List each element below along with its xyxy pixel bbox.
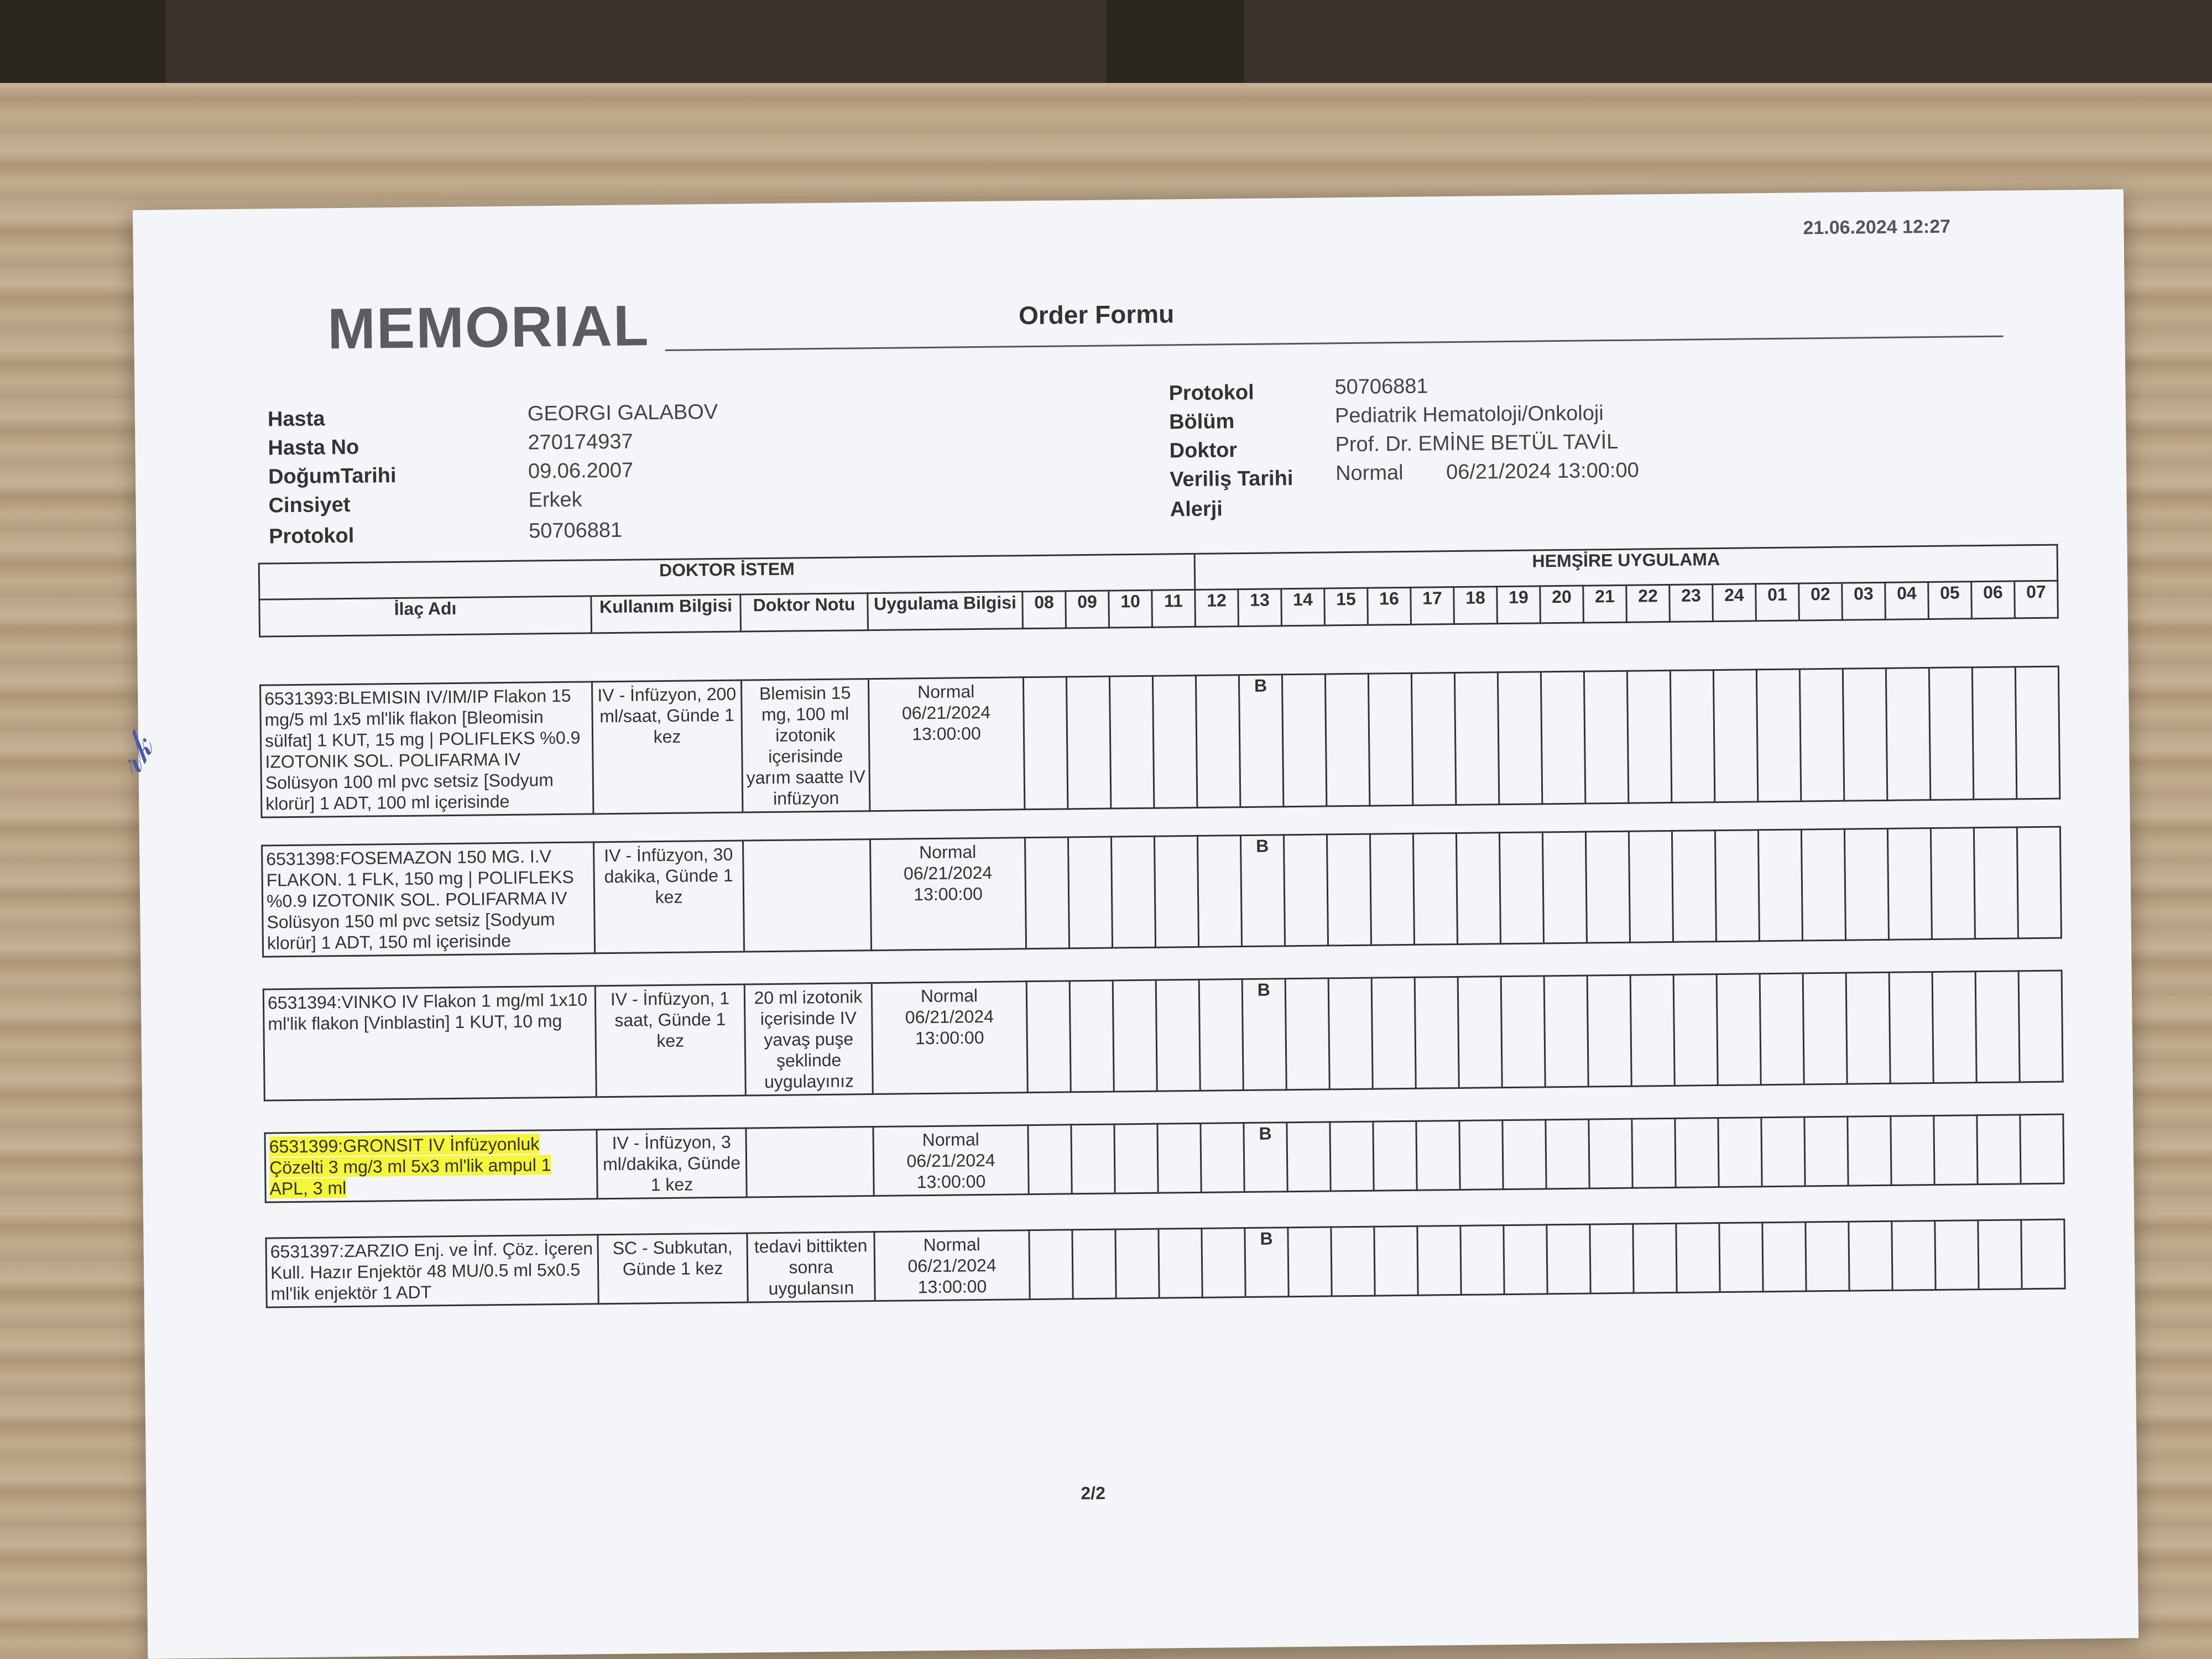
hour-cell[interactable] <box>1026 981 1071 1093</box>
hour-cell[interactable] <box>1288 1227 1332 1297</box>
protocol: 50706881 <box>1334 374 1428 399</box>
hour-header: 10 <box>1109 590 1152 628</box>
hour-cell[interactable] <box>1023 677 1067 810</box>
application-time: 13:00:00 <box>915 1027 984 1048</box>
doctor-order-section: DOKTOR İSTEM <box>259 554 1195 599</box>
hour-cell[interactable] <box>1584 671 1628 804</box>
hour-cell[interactable] <box>1415 977 1459 1088</box>
hour-cell[interactable] <box>1589 1119 1632 1188</box>
application-info <box>874 1230 1030 1301</box>
hour-cell[interactable] <box>1328 978 1373 1089</box>
hour-cell[interactable] <box>1546 1119 1589 1189</box>
hour-cell[interactable] <box>1715 830 1759 942</box>
hour-cell[interactable] <box>1542 832 1587 943</box>
patient-name: GEORGI GALABOV <box>527 400 718 426</box>
hour-cell[interactable] <box>1806 1222 1849 1291</box>
hour-cell[interactable] <box>1330 1121 1374 1191</box>
hour-cell[interactable] <box>1846 972 1890 1084</box>
application-date: 06/21/2024 <box>907 1255 997 1276</box>
hour-cell[interactable] <box>1111 836 1155 948</box>
hour-header: 23 <box>1670 585 1713 622</box>
hour-header: 21 <box>1583 585 1627 623</box>
doctor-note: 20 ml izotonik içerisinde IV yavaş puşe şeklinde uygulayınız <box>744 983 873 1095</box>
application-type: Normal <box>923 1234 980 1255</box>
hour-cell[interactable] <box>1072 1229 1116 1299</box>
order-row <box>265 1219 2065 1308</box>
hour-cell[interactable] <box>1454 672 1499 805</box>
wall-panel <box>166 0 1106 83</box>
hour-cell[interactable] <box>1417 1225 1461 1295</box>
hour-cell[interactable] <box>1285 978 1329 1090</box>
hour-cell[interactable] <box>1627 670 1671 803</box>
hour-cell[interactable] <box>1935 1220 1979 1290</box>
hour-cell[interactable] <box>1719 1223 1763 1292</box>
application-type: Normal <box>920 985 978 1006</box>
usage-info: IV - İnfüzyon, 30 dakika, Günde 1 kez <box>594 841 744 953</box>
hour-cell[interactable] <box>1585 831 1630 943</box>
nurse-application-section: HEMŞİRE UYGULAMA <box>1194 545 2058 589</box>
hour-cell[interactable] <box>1892 1220 1936 1290</box>
hour-cell[interactable] <box>1374 1226 1418 1296</box>
hour-header: 06 <box>1971 581 2015 619</box>
hour-header: 08 <box>1022 591 1066 629</box>
hour-cell[interactable] <box>1760 973 1804 1085</box>
hour-cell[interactable] <box>1804 1117 1848 1186</box>
patient-protocol-label: Protokol <box>268 524 354 549</box>
hour-cell[interactable] <box>1673 974 1718 1086</box>
hour-cell[interactable] <box>1284 834 1328 946</box>
hour-cell[interactable] <box>2015 666 2059 799</box>
hour-cell[interactable] <box>1541 671 1585 804</box>
hour-cell[interactable] <box>2018 971 2063 1082</box>
application-type: Normal <box>917 681 975 702</box>
hour-cell[interactable] <box>1676 1223 1720 1293</box>
hour-cell[interactable] <box>1028 1125 1072 1194</box>
hour-cell[interactable] <box>2020 1114 2064 1184</box>
usage-info: IV - İnfüzyon, 200 ml/saat, Günde 1 kez <box>592 680 742 814</box>
hour-header: 03 <box>1842 582 1886 620</box>
hour-header: 05 <box>1928 582 1972 619</box>
hour-header: 04 <box>1885 582 1929 620</box>
hour-cell[interactable] <box>1113 980 1157 1092</box>
hour-cell[interactable] <box>1460 1225 1504 1295</box>
drug-name: 6531398:FOSEMAZON 150 MG. I.V FLAKON. 1 FLK, 150 mg | POLIFLEKS %0.9 IZOTONIK SOL. POLIFARMA IV Solüsyon 150 ml pvc setsiz [Sodyum klorür] 1 ADT, 150 ml içerisinde <box>266 846 574 953</box>
hour-header: 15 <box>1324 588 1368 625</box>
doctor: Prof. Dr. EMİNE BETÜL TAVİL <box>1335 430 1619 457</box>
given-type: Normal <box>1335 461 1404 486</box>
wall-panel <box>1244 0 2212 83</box>
hour-cell[interactable] <box>1761 1117 1805 1187</box>
col-application: Uygulama Bilgisi <box>868 592 1023 630</box>
hour-cell[interactable] <box>1199 979 1243 1091</box>
form-title: Order Formu <box>1018 299 1175 330</box>
hour-cell[interactable] <box>1929 667 1973 800</box>
usage-info: SC - Subkutan, Günde 1 kez <box>598 1233 748 1304</box>
drug-name: 6531393:BLEMISIN IV/IM/IP Flakon 15 mg/5 ml 1x5 ml'lik flakon [Bleomisin sülfat] 1 KUT, 15 mg | POLIFLEKS %0.9 IZOTONIK SOL. POLIFARMA IV Solüsyon 100 ml pvc setsiz [Sodyum klorür] 1 ADT, 100 ml içerisinde <box>264 685 581 814</box>
hour-cell[interactable] <box>1972 667 2016 800</box>
hour-cell[interactable] <box>1070 980 1114 1092</box>
given-date: 06/21/2024 13:00:00 <box>1446 458 1639 484</box>
hour-cell[interactable] <box>1630 974 1674 1086</box>
department-label: Bölüm <box>1168 410 1235 434</box>
hour-header: 13 <box>1238 589 1282 627</box>
hour-cell[interactable] <box>1934 1115 1978 1185</box>
hour-cell-mark[interactable]: B <box>1242 979 1286 1091</box>
hour-cell[interactable] <box>1411 673 1455 806</box>
hour-cell[interactable] <box>1974 827 2018 939</box>
hour-cell[interactable] <box>1503 1120 1546 1190</box>
hour-cell[interactable] <box>1504 1225 1547 1295</box>
background-wall <box>0 0 2212 83</box>
hour-header: 07 <box>2015 581 2058 618</box>
hour-cell[interactable] <box>1801 829 1845 941</box>
hour-header: 20 <box>1540 586 1584 623</box>
hour-header: 09 <box>1066 591 1109 628</box>
hour-cell[interactable] <box>1670 670 1714 803</box>
hour-cell[interactable] <box>1370 833 1414 945</box>
patient-name-label: Hasta <box>267 407 325 431</box>
application-date: 06/21/2024 <box>901 702 991 723</box>
handwritten-mark: 𝓇𝓀 <box>106 728 163 782</box>
gender: Erkek <box>528 488 582 512</box>
hour-cell[interactable] <box>1498 672 1542 805</box>
drug-name: 6531397:ZARZIO Enj. ve İnf. Çöz. İçeren Kull. Hazır Enjektör 48 MU/0.5 ml 5x0.5 ml'lik enjektör 1 ADT <box>270 1238 593 1304</box>
application-time: 13:00:00 <box>912 723 981 744</box>
hour-cell-mark[interactable]: B <box>1240 835 1285 947</box>
hour-cell[interactable] <box>1672 831 1716 942</box>
hour-cell[interactable] <box>1066 676 1110 809</box>
hour-cell[interactable] <box>1196 675 1240 808</box>
application-date: 06/21/2024 <box>905 1006 994 1027</box>
patient-protocol: 50706881 <box>528 518 623 543</box>
col-usage: Kullanım Bilgisi <box>591 594 741 633</box>
hour-cell[interactable] <box>1843 668 1887 801</box>
hour-cell[interactable] <box>1459 1120 1503 1190</box>
doctor-note <box>746 1127 874 1197</box>
hour-cell[interactable] <box>1114 1124 1158 1193</box>
hour-cell[interactable] <box>1331 1227 1375 1296</box>
hour-cell[interactable] <box>1633 1223 1677 1293</box>
department: Pediatrik Hematoloji/Onkoloji <box>1334 401 1604 428</box>
memorial-logo: MEMORIAL <box>327 294 650 362</box>
given-date-label: Veriliş Tarihi <box>1169 467 1293 492</box>
order-row <box>261 826 2062 958</box>
hour-cell[interactable] <box>1713 670 1757 802</box>
patient-no-label: Hasta No <box>268 435 359 460</box>
hour-header: 16 <box>1368 587 1411 625</box>
hour-cell[interactable] <box>1889 972 1933 1083</box>
doctor-note <box>743 839 871 952</box>
application-time: 13:00:00 <box>916 1171 986 1192</box>
hour-cell[interactable] <box>1632 1118 1676 1188</box>
hour-cell[interactable] <box>1887 828 1932 940</box>
application-info <box>873 1125 1029 1196</box>
hour-cell[interactable] <box>1368 673 1412 806</box>
hour-cell[interactable] <box>1547 1224 1590 1294</box>
hour-header: 14 <box>1281 588 1325 626</box>
hour-cell[interactable] <box>1029 1230 1073 1300</box>
hour-cell[interactable] <box>1115 1229 1159 1298</box>
hour-cell[interactable] <box>1152 675 1197 808</box>
hour-cell[interactable] <box>1849 1221 1892 1291</box>
hour-cell[interactable] <box>1201 1123 1244 1193</box>
hour-cell[interactable] <box>1544 975 1588 1087</box>
drug-name: 6531399:GRONSIT IV İnfüzyonluk Çözelti 3 mg/3 ml 5x3 ml'lik ampul 1 APL, 3 ml <box>269 1134 551 1199</box>
hour-cell[interactable] <box>1762 1222 1806 1292</box>
order-row <box>259 666 2060 818</box>
order-form-paper <box>106 189 2138 1659</box>
application-date: 06/21/2024 <box>903 862 993 884</box>
hour-header: 24 <box>1713 584 1756 622</box>
application-date: 06/21/2024 <box>906 1150 995 1171</box>
doctor-note: tedavi bittikten sonra uygulansın <box>747 1232 875 1302</box>
hour-cell[interactable] <box>1629 831 1673 942</box>
hour-cell[interactable] <box>1978 1220 2022 1290</box>
hour-cell[interactable] <box>1718 1118 1762 1187</box>
hour-cell[interactable] <box>1977 1115 2021 1185</box>
col-doctor-note: Doktor Notu <box>740 593 868 632</box>
hour-cell[interactable] <box>1154 836 1198 947</box>
birth-date-label: DoğumTarihi <box>268 464 397 489</box>
hour-cell[interactable] <box>1590 1224 1634 1293</box>
col-drug-name: İlaç Adı <box>259 596 592 637</box>
order-table-header <box>258 544 2059 638</box>
usage-info: IV - İnfüzyon, 3 ml/dakika, Günde 1 kez <box>597 1128 747 1199</box>
hour-cell[interactable] <box>1891 1115 1934 1185</box>
hour-cell[interactable] <box>2017 827 2061 938</box>
hour-cell-mark[interactable]: B <box>1239 675 1283 807</box>
hour-cell[interactable] <box>1717 974 1761 1086</box>
hour-cell[interactable] <box>2021 1219 2065 1289</box>
hour-cell[interactable] <box>1282 674 1326 807</box>
hour-cell[interactable] <box>1458 977 1502 1088</box>
hour-header: 12 <box>1195 589 1239 627</box>
hour-cell-mark[interactable]: B <box>1244 1123 1287 1192</box>
hour-cell[interactable] <box>1327 834 1371 946</box>
hour-cell[interactable] <box>1202 1228 1245 1298</box>
hour-cell[interactable] <box>1416 1120 1460 1190</box>
hour-cell[interactable] <box>1675 1118 1719 1188</box>
application-info <box>870 838 1026 951</box>
order-row <box>264 1114 2064 1203</box>
doctor-label: Doktor <box>1169 439 1238 463</box>
hour-cell[interactable] <box>1413 833 1457 945</box>
page-number: 2/2 <box>1081 1483 1106 1504</box>
hour-header: 02 <box>1799 583 1843 620</box>
title-divider <box>665 336 2004 351</box>
order-row <box>263 970 2064 1102</box>
hour-cell-mark[interactable]: B <box>1245 1228 1288 1297</box>
hour-cell[interactable] <box>1456 833 1500 945</box>
application-type: Normal <box>922 1129 979 1150</box>
hour-header: 19 <box>1497 586 1541 624</box>
hour-cell[interactable] <box>1197 836 1241 947</box>
protocol-label: Protokol <box>1168 380 1254 405</box>
application-info <box>868 677 1024 811</box>
print-timestamp: 21.06.2024 12:27 <box>1803 216 1951 239</box>
allergy-label: Alerji <box>1170 497 1223 521</box>
hour-cell[interactable] <box>1287 1122 1331 1192</box>
hour-cell[interactable] <box>1499 832 1543 944</box>
hour-cell[interactable] <box>1109 676 1154 808</box>
hour-cell[interactable] <box>1886 668 1930 801</box>
hour-cell[interactable] <box>1157 1123 1201 1193</box>
hour-cell[interactable] <box>1975 971 2020 1083</box>
hour-header: 11 <box>1152 589 1196 627</box>
hour-header: 17 <box>1411 587 1454 625</box>
birth-date: 09.06.2007 <box>528 458 634 483</box>
hour-cell[interactable] <box>1371 977 1416 1089</box>
hour-cell[interactable] <box>1068 837 1112 948</box>
application-time: 13:00:00 <box>914 883 983 905</box>
hour-cell[interactable] <box>1931 828 1975 940</box>
hour-cell[interactable] <box>1156 979 1200 1091</box>
hour-header: 22 <box>1626 585 1670 622</box>
doctor-note: Blemisin 15 mg, 100 ml izotonik içerisinde yarım saatte IV infüzyon <box>741 679 869 812</box>
patient-no: 270174937 <box>528 430 633 455</box>
application-info <box>872 982 1027 1094</box>
hour-header: 18 <box>1454 587 1498 624</box>
hour-cell[interactable] <box>1587 975 1631 1087</box>
hour-cell[interactable] <box>1848 1116 1891 1186</box>
usage-info: IV - İnfüzyon, 1 saat, Günde 1 kez <box>595 984 745 1097</box>
application-type: Normal <box>919 842 977 863</box>
hour-cell[interactable] <box>1501 976 1545 1088</box>
hour-cell[interactable] <box>1325 674 1369 806</box>
hour-cell[interactable] <box>1071 1124 1115 1194</box>
application-time: 13:00:00 <box>917 1276 987 1297</box>
hour-cell[interactable] <box>1803 973 1847 1084</box>
hour-cell[interactable] <box>1932 972 1976 1083</box>
hour-header: 01 <box>1756 583 1799 621</box>
hour-cell[interactable] <box>1799 669 1844 801</box>
hour-cell[interactable] <box>1844 828 1888 940</box>
hour-cell[interactable] <box>1756 669 1801 802</box>
hour-cell[interactable] <box>1758 830 1802 941</box>
hour-cell[interactable] <box>1373 1121 1417 1191</box>
hour-cell[interactable] <box>1025 837 1069 949</box>
hour-cell[interactable] <box>1159 1228 1202 1298</box>
drug-name: 6531394:VINKO IV Flakon 1 mg/ml 1x10 ml'lik flakon [Vinblastin] 1 KUT, 10 mg <box>267 989 588 1034</box>
gender-label: Cinsiyet <box>268 493 351 518</box>
